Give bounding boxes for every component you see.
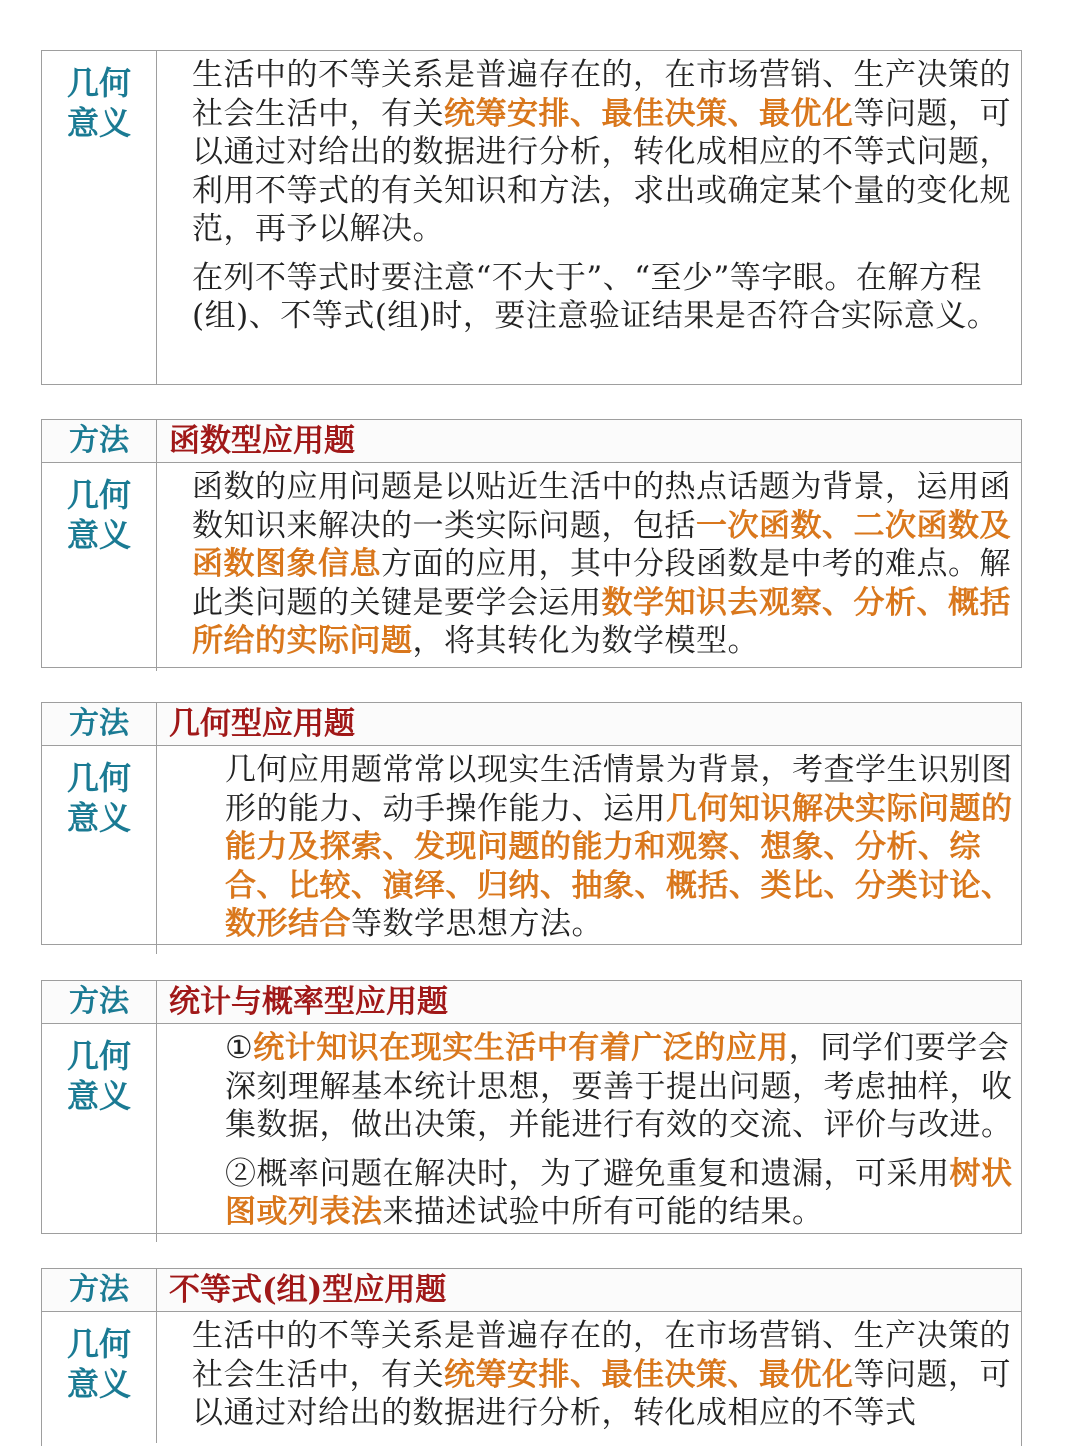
body-text: 来描述试验中所有可能的结果。 (382, 1194, 824, 1230)
highlight-text: 统筹安排、最佳决策、最优化 (444, 95, 854, 132)
highlight-text: 统计知识在现实生活中有着广泛的应用 (253, 1030, 789, 1066)
body-text: 在列不等式时要注意“不大于”、“至少”等字眼。在解方程(组)、不等式(组)时，要注意验证结果是否符合实际意义。 (192, 259, 999, 334)
side-label-line1: 几何 (66, 1325, 131, 1363)
section-header (42, 981, 1021, 1024)
body-text: 等数学思想方法。 (351, 906, 603, 942)
side-label (42, 51, 157, 384)
section-header (42, 703, 1021, 746)
side-label-line2: 意义 (66, 799, 131, 837)
section-content (157, 746, 1021, 954)
section-content (157, 1312, 1021, 1443)
section-content (157, 1024, 1021, 1242)
highlight-text: 数学知识去观察、分析、概括所给的实际问题 (192, 584, 1011, 659)
section-content (157, 463, 1021, 671)
side-label-line1: 几何 (66, 64, 131, 102)
body-text: 方面的应用，其中分段函数是中考的难点。解此类问题的关键是要学会运用 (192, 546, 1011, 621)
side-label-line2: 意义 (66, 516, 131, 554)
section-header (42, 1269, 1021, 1312)
side-label-line2: 意义 (66, 104, 131, 142)
body-text: ②概率问题在解决时，为了避免重复和遗漏，可采用 (225, 1155, 950, 1192)
body-text: 生活中的不等关系是普遍存在的，在市场营销、生产决策的社会生活中，有关 (192, 57, 1011, 132)
paragraph (159, 1317, 1021, 1433)
method-label: 方法 (42, 703, 157, 745)
paragraph (159, 1029, 1021, 1145)
body-text: 等问题，可以通过对给出的数据进行分析，转化成相应的不等式问题，利用不等式的有关知识和方法，求出或确定某个量的变化规范，再予以解决。 (192, 95, 1011, 247)
section-inequality-bottom (41, 1268, 1022, 1446)
section-content (157, 51, 1021, 384)
side-label (42, 746, 157, 954)
paragraph (159, 751, 1021, 944)
side-label-line2: 意义 (66, 1077, 131, 1115)
highlight-text: 一次函数、二次函数及函数图象信息 (192, 507, 1011, 582)
section-title: 几何型应用题 (169, 706, 355, 742)
side-label-line1: 几何 (66, 759, 131, 797)
paragraph (159, 259, 1021, 336)
section-title: 函数型应用题 (169, 423, 355, 459)
highlight-text: 几何知识解决实际问题的能力及探索、发现问题的能力和观察、想象、分析、综合、比较、演绎、归纳、抽象、概括、类比、分类讨论、数形结合 (225, 790, 1013, 942)
body-text: 函数的应用问题是以贴近生活中的热点话题为背景，运用函数知识来解决的一类实际问题，包括 (192, 469, 1011, 544)
paragraph (159, 56, 1021, 249)
section-inequality-top (41, 50, 1022, 385)
side-label (42, 1312, 157, 1443)
body-text: ，将其转化为数学模型。 (412, 623, 759, 659)
section-statistics (41, 980, 1022, 1234)
body-text: 生活中的不等关系是普遍存在的，在市场营销、生产决策的社会生活中，有关 (192, 1318, 1011, 1393)
section-header (42, 420, 1021, 463)
section-title: 不等式(组)型应用题 (169, 1272, 447, 1308)
body-text: 几何应用题常常以现实生活情景为背景，考查学生识别图形的能力、动手操作能力、运用 (225, 752, 1013, 827)
section-title: 统计与概率型应用题 (169, 984, 448, 1020)
method-label: 方法 (42, 420, 157, 462)
highlight-text: 统筹安排、最佳决策、最优化 (444, 1356, 854, 1393)
side-label-line2: 意义 (66, 1365, 131, 1403)
body-text: ① (225, 1030, 254, 1066)
paragraph (159, 468, 1021, 661)
side-label (42, 463, 157, 671)
body-text: 等问题，可以通过对给出的数据进行分析，转化成相应的不等式 (192, 1356, 1011, 1431)
side-label (42, 1024, 157, 1242)
section-geometry (41, 702, 1022, 945)
section-function (41, 419, 1022, 668)
highlight-text: 树状图或列表法 (225, 1155, 1013, 1230)
method-label: 方法 (42, 1269, 157, 1311)
side-label-line1: 几何 (66, 1037, 131, 1075)
paragraph (159, 1155, 1021, 1232)
side-label-line1: 几何 (66, 476, 131, 514)
method-label: 方法 (42, 981, 157, 1023)
body-text: ，同学们要学会深刻理解基本统计思想，要善于提出问题，考虑抽样，收集数据，做出决策，并能进行有效的交流、评价与改进。 (225, 1030, 1013, 1143)
